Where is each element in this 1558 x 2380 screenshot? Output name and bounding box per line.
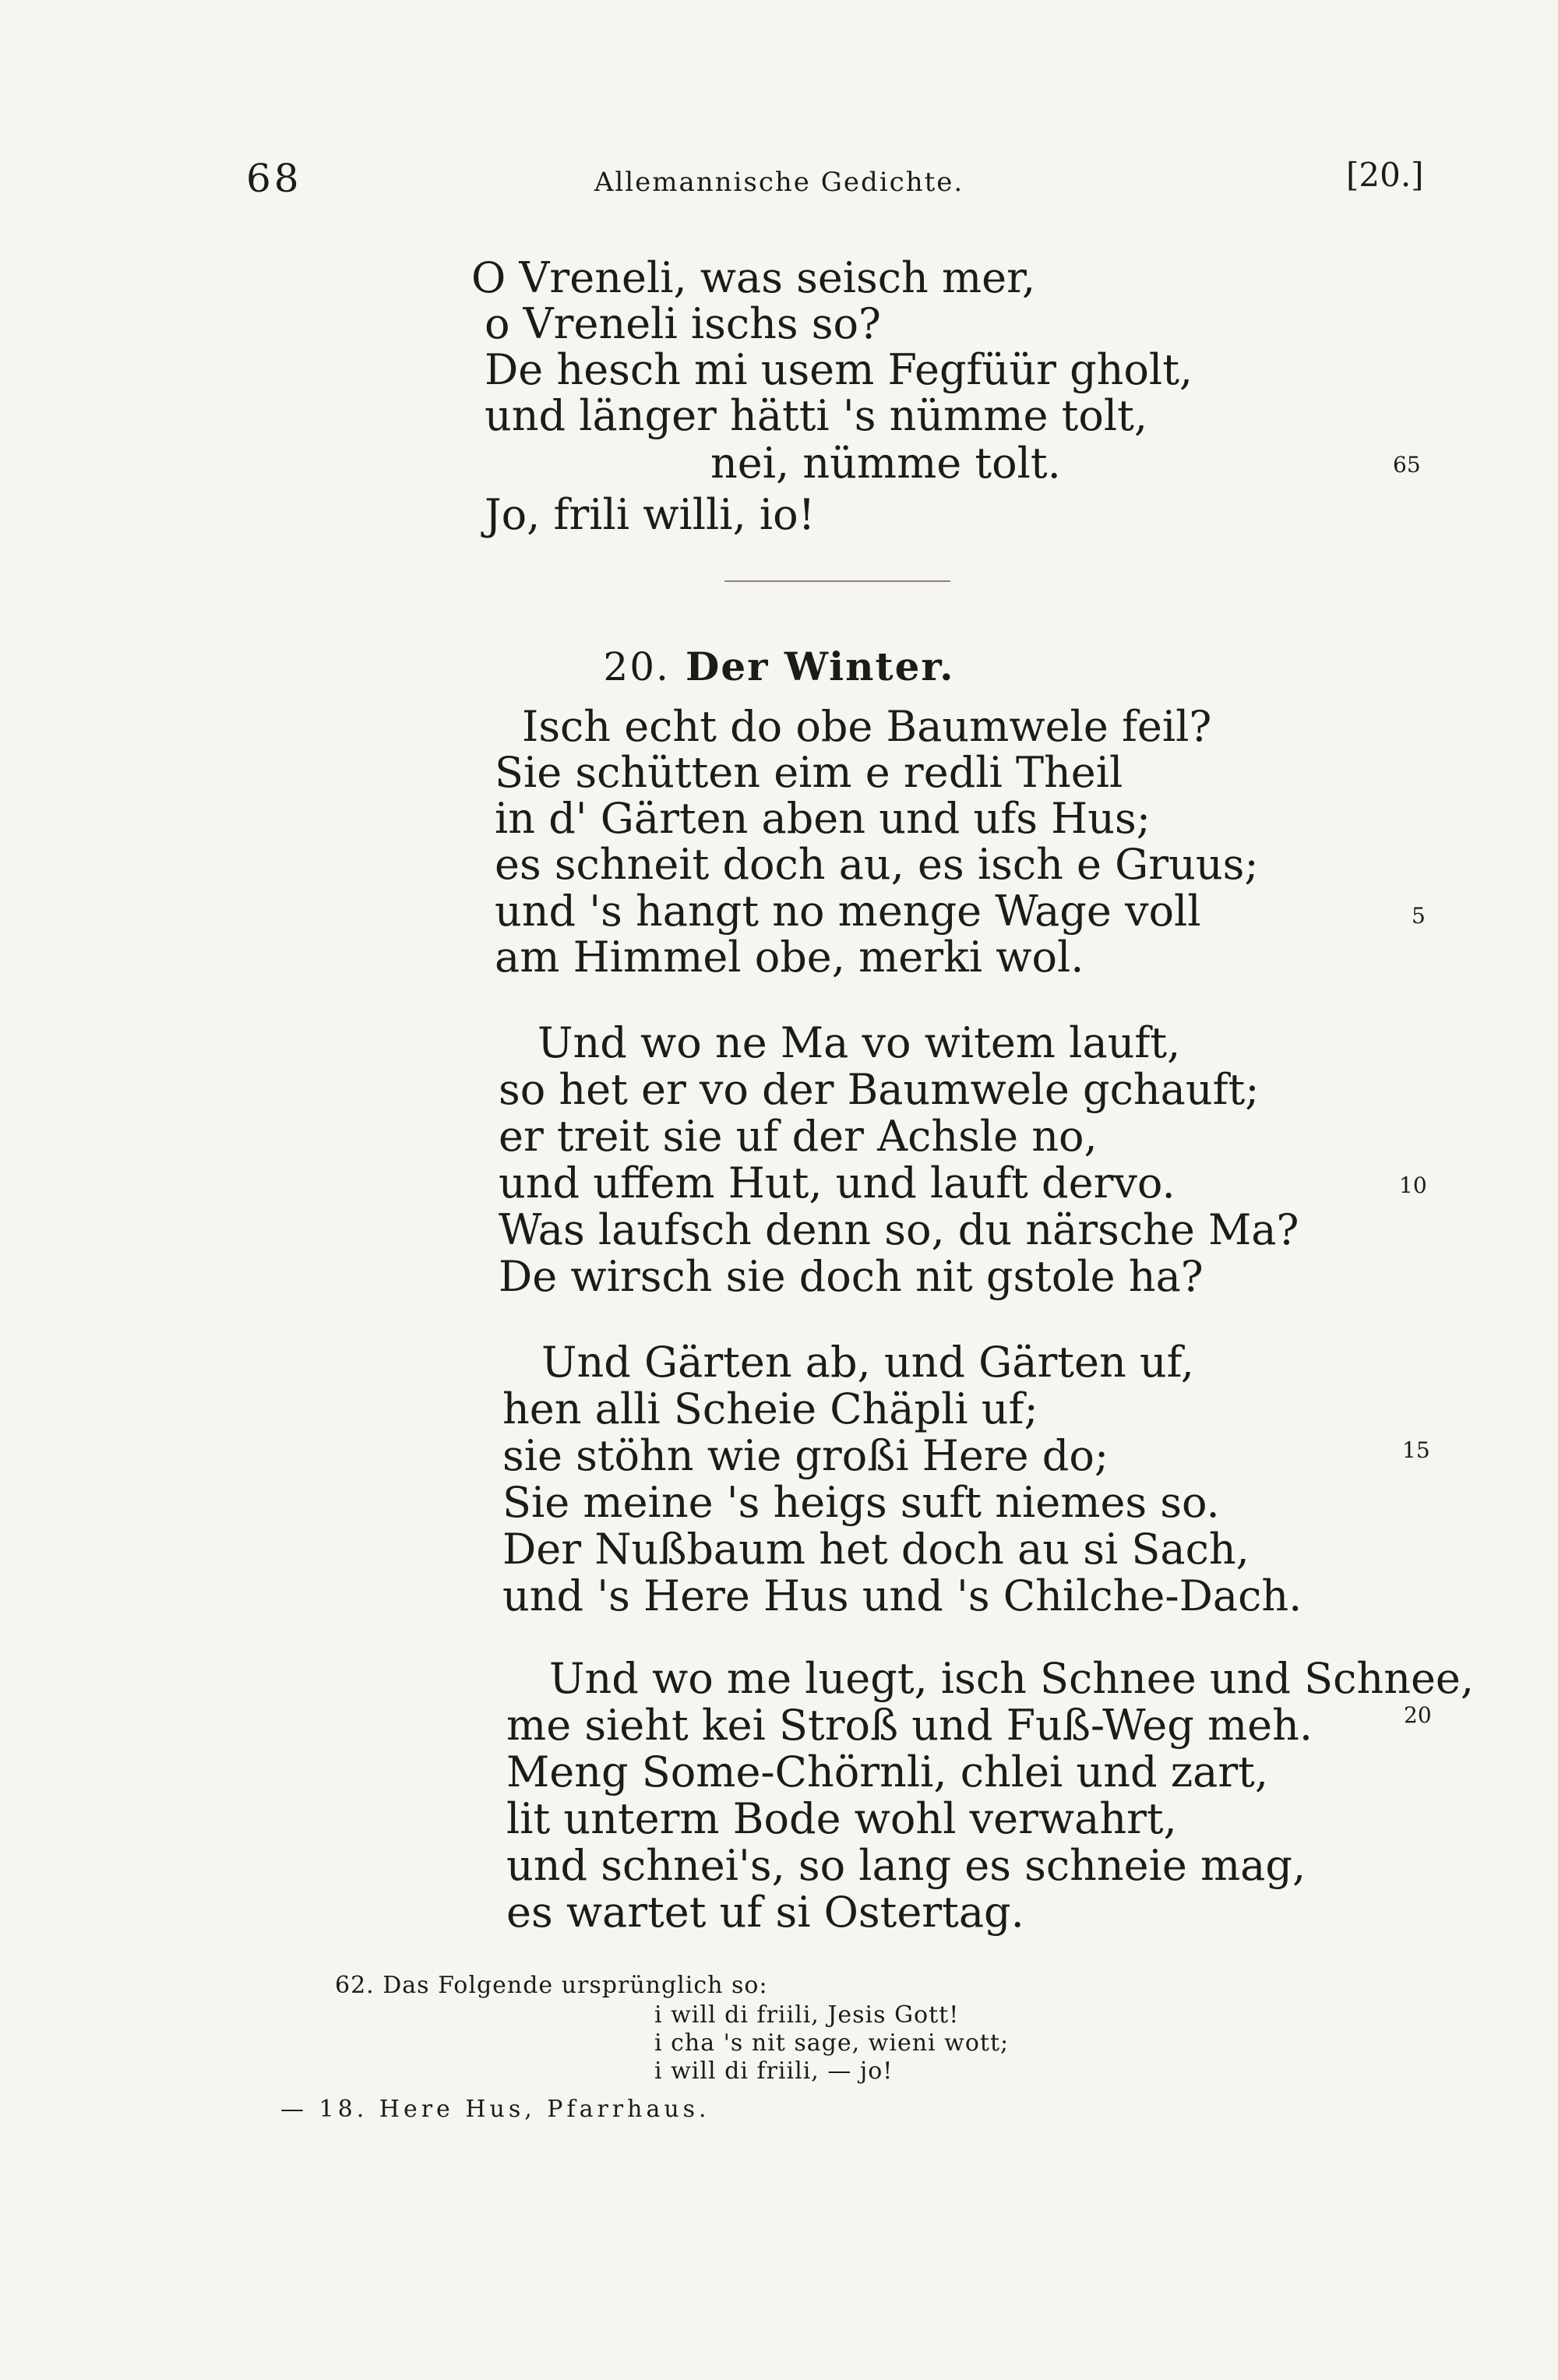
footnote-line: — 18. Here Hus, Pfarrhaus.: [280, 2096, 710, 2123]
verse-line: es wartet uf si Ostertag.: [506, 1888, 1024, 1937]
section-ref: [20.]: [1346, 156, 1424, 194]
verse-line: sie stöhn wie großi Here do;: [502, 1431, 1109, 1480]
verse-line: De wirsch sie doch nit gstole ha?: [499, 1252, 1204, 1301]
verse-line: me sieht kei Stroß und Fuß-Weg meh.: [506, 1701, 1313, 1750]
verse-line: und 's Here Hus und 's Chilche-Dach.: [502, 1571, 1302, 1620]
line-number: 65: [1393, 452, 1421, 478]
poem-number: 20.: [603, 644, 670, 689]
verse-line: Was laufsch denn so, du närsche Ma?: [499, 1205, 1299, 1254]
verse-line: Der Nußbaum het doch au si Sach,: [502, 1525, 1250, 1574]
section-divider: [724, 580, 950, 582]
footnote-line: i will di friili, Jesis Gott!: [654, 2001, 960, 2029]
verse-line: hen alli Scheie Chäpli uf;: [502, 1384, 1038, 1433]
verse-line: so het er vo der Baumwele gchauft;: [499, 1065, 1260, 1114]
verse-line: Und Gärten ab, und Gärten uf,: [541, 1338, 1194, 1387]
verse-line: nei, nümme tolt.: [710, 439, 1061, 488]
verse-line: Sie schütten eim e redli Theil: [495, 748, 1123, 797]
line-number: 10: [1399, 1172, 1427, 1198]
line-number: 5: [1412, 903, 1426, 929]
verse-line: Jo, frili willi, io!: [485, 490, 816, 539]
line-number: 15: [1402, 1437, 1430, 1463]
verse-line: De hesch mi usem Fegfüür gholt,: [485, 345, 1193, 394]
verse-line: und schnei's, so lang es schneie mag,: [506, 1841, 1306, 1890]
verse-line: o Vreneli ischs so?: [485, 299, 881, 348]
footnote-line: 62. Das Folgende ursprünglich so:: [335, 1972, 768, 1999]
verse-line: Und wo me luegt, isch Schnee und Schnee,: [549, 1654, 1475, 1703]
verse-line: und 's hangt no menge Wage voll: [495, 887, 1201, 936]
verse-line: Und wo ne Ma vo witem lauft,: [538, 1018, 1181, 1067]
verse-line: Sie meine 's heigs suft niemes so.: [502, 1478, 1220, 1527]
verse-line: in d' Gärten aben und ufs Hus;: [495, 794, 1151, 843]
page-number: 68: [246, 156, 302, 201]
verse-line: O Vreneli, was seisch mer,: [471, 253, 1036, 302]
verse-line: am Himmel obe, merki wol.: [495, 933, 1084, 982]
verse-line: und länger hätti 's nümme tolt,: [485, 391, 1148, 440]
verse-line: er treit sie uf der Achsle no,: [499, 1112, 1098, 1161]
footnote-line: i will di friili, — jo!: [654, 2057, 894, 2085]
poem-heading: [0, 643, 1558, 689]
footnote-line: i cha 's nit sage, wieni wott;: [654, 2029, 1010, 2057]
verse-line: Meng Some-Chörnli, chlei und zart,: [506, 1747, 1269, 1796]
verse-line: und uffem Hut, und lauft dervo.: [499, 1158, 1176, 1208]
page-header: [0, 156, 1558, 210]
verse-line: Isch echt do obe Baumwele feil?: [522, 702, 1212, 751]
line-number: 20: [1404, 1702, 1432, 1728]
verse-line: es schneit doch au, es isch e Gruus;: [495, 840, 1259, 889]
verse-line: lit unterm Bode wohl verwahrt,: [506, 1794, 1177, 1843]
running-title: Allemannische Gedichte.: [594, 167, 964, 198]
poem-title: Der Winter.: [685, 643, 955, 689]
